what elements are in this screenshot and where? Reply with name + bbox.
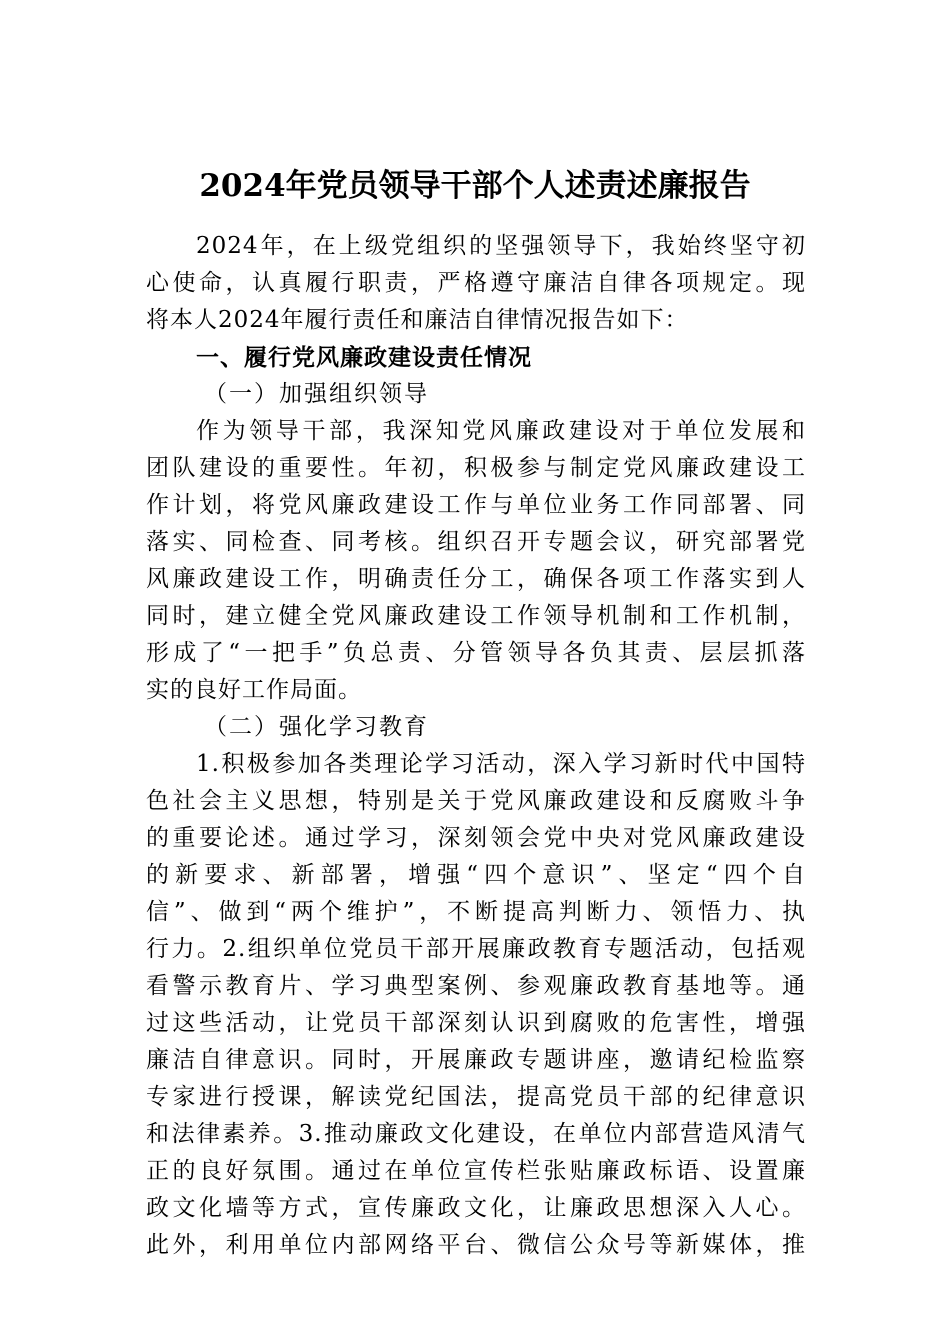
paragraph-line: 团队建设的重要性。年初，积极参与制定党风廉政建设工 xyxy=(146,455,806,481)
paragraph-line: 信”、做到“两个维护”，不断提高判断力、领悟力、执 xyxy=(146,899,806,925)
paragraph-line: 同时，建立健全党风廉政建设工作领导机制和工作机制， xyxy=(146,603,806,629)
document-title: 2024年党员领导干部个人述责述廉报告 xyxy=(199,168,751,204)
paragraph-line: 行力。2.组织单位党员干部开展廉政教育专题活动，包括观 xyxy=(146,936,806,962)
paragraph-line: 作计划，将党风廉政建设工作与单位业务工作同部署、同 xyxy=(146,492,806,518)
subsection-heading: （二）强化学习教育 xyxy=(204,714,429,740)
paragraph-line: 专家进行授课，解读党纪国法，提高党员干部的纪律意识 xyxy=(146,1084,806,1110)
paragraph-line: 此外，利用单位内部网络平台、微信公众号等新媒体，推 xyxy=(146,1232,806,1258)
subsection-heading: （一）加强组织领导 xyxy=(204,381,429,407)
paragraph-line: 和法律素养。3.推动廉政文化建设，在单位内部营造风清气 xyxy=(146,1121,806,1147)
paragraph-line: 的重要论述。通过学习，深刻领会党中央对党风廉政建设 xyxy=(146,825,806,851)
paragraph-line: 落实、同检查、同考核。组织召开专题会议，研究部署党 xyxy=(146,529,806,555)
paragraph-line: 1.积极参加各类理论学习活动，深入学习新时代中国特 xyxy=(196,751,806,777)
paragraph-line: 作为领导干部，我深知党风廉政建设对于单位发展和 xyxy=(196,418,806,444)
paragraph-line: 色社会主义思想，特别是关于党风廉政建设和反腐败斗争 xyxy=(146,788,806,814)
paragraph-line: 正的良好氛围。通过在单位宣传栏张贴廉政标语、设置廉 xyxy=(146,1158,806,1184)
paragraph-line: 2024年，在上级党组织的坚强领导下，我始终坚守初 xyxy=(196,233,806,259)
paragraph-line: 看警示教育片、学习典型案例、参观廉政教育基地等。通 xyxy=(146,973,806,999)
paragraph-line: 廉洁自律意识。同时，开展廉政专题讲座，邀请纪检监察 xyxy=(146,1047,806,1073)
paragraph-line: 的新要求、新部署，增强“四个意识”、坚定“四个自 xyxy=(146,862,806,888)
paragraph-line: 实的良好工作局面。 xyxy=(146,677,362,703)
document-body xyxy=(146,228,806,1264)
paragraph-line: 将本人2024年履行责任和廉洁自律情况报告如下： xyxy=(146,307,689,333)
paragraph-line: 风廉政建设工作，明确责任分工，确保各项工作落实到人 xyxy=(146,566,806,592)
paragraph-line: 政文化墙等方式，宣传廉政文化，让廉政思想深入人心。 xyxy=(146,1195,806,1221)
paragraph-line: 形成了“一把手”负总责、分管领导各负其责、层层抓落 xyxy=(146,640,806,666)
section-heading: 一、履行党风廉政建设责任情况 xyxy=(196,344,532,371)
paragraph-line: 心使命，认真履行职责，严格遵守廉洁自律各项规定。现 xyxy=(146,270,806,296)
paragraph-line: 过这些活动，让党员干部深刻认识到腐败的危害性，增强 xyxy=(146,1010,806,1036)
